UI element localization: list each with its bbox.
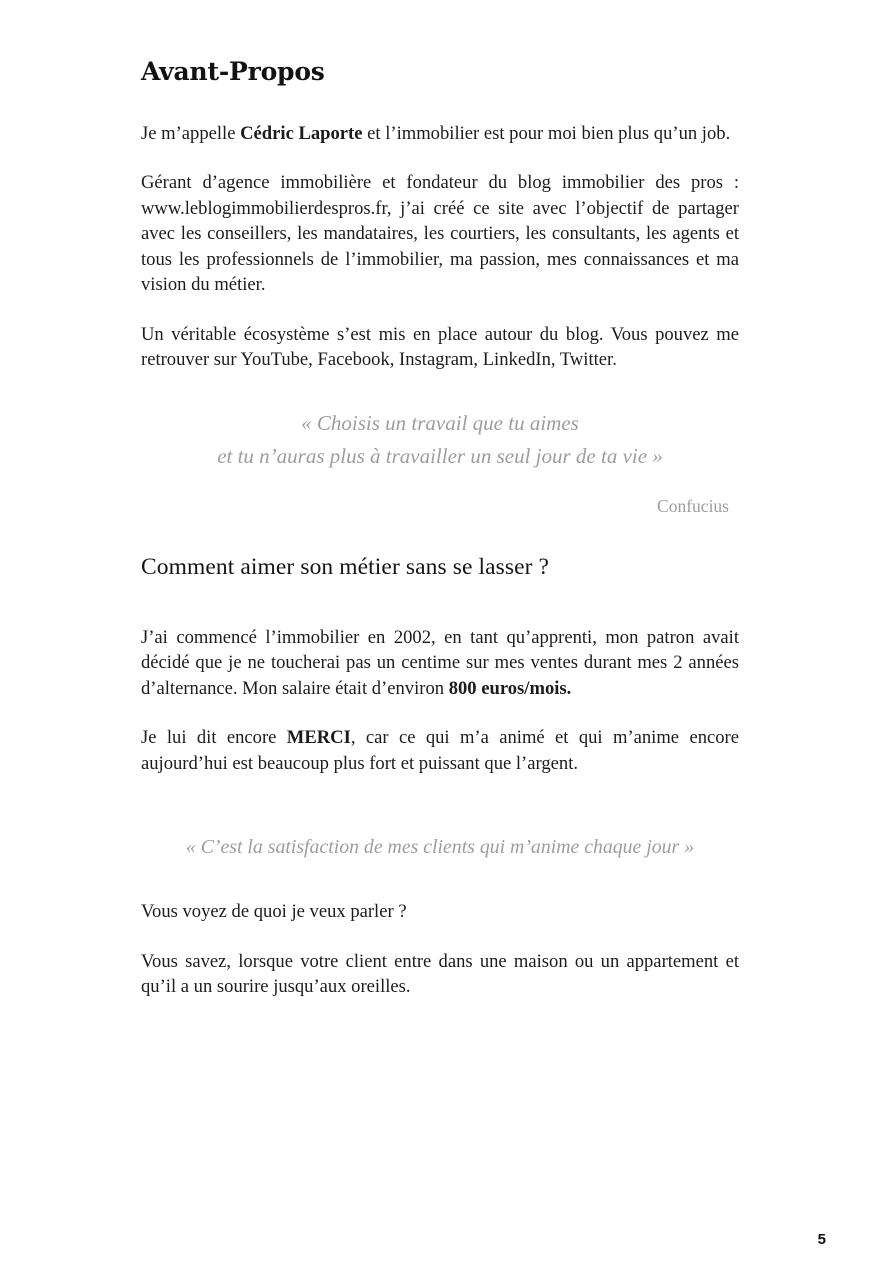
author-name: Cédric Laporte <box>240 122 363 144</box>
page-content <box>141 58 739 1000</box>
section-paragraph-2 <box>141 725 739 776</box>
section-par2-text-before: Je lui dit encore <box>141 727 287 749</box>
page-number: 5 <box>817 1231 826 1248</box>
closing-paragraph-2: Vous savez, lorsque votre client entre dans une maison ou un appartement et qu’il a un sourire jusqu’aux oreilles. <box>141 950 739 998</box>
section-paragraph-1 <box>141 625 739 702</box>
closing-paragraph-1: Vous voyez de quoi je veux parler ? <box>141 901 407 923</box>
heading-spacer <box>141 581 739 625</box>
section-par2-text-after: , car ce qui m’a animé et qui m’anime encore aujourd’hui est beaucoup plus fort et puissant que l’argent. <box>141 727 739 774</box>
intro-paragraph-3: Un véritable écosystème s’est mis en place autour du blog. Vous pouvez me retrouver sur YouTube, Facebook, Instagram, LinkedIn, Twitter. <box>141 323 739 371</box>
quote-confucius-line-2: et tu n’auras plus à travailler un seul jour de ta vie » <box>217 444 663 469</box>
intro-paragraph-2: Gérant d’agence immobilière et fondateur du blog immobilier des pros : www.leblogimmobilierdespros.fr, j’ai créé ce site avec l’objectif de partager avec les conseillers, les mandataires, les courtiers, les consultants, les agents et tous les professionnels de l’immobilier, ma passion, mes connaissances et ma vision du métier. <box>141 172 739 296</box>
quote-clients: « C’est la satisfaction de mes clients qui m’anime chaque jour » <box>185 836 695 859</box>
intro-par1-text-before: Je m’appelle <box>141 122 241 144</box>
section-heading: Comment aimer son métier sans se lasser ? <box>141 553 550 580</box>
section-par1-text: J’ai commencé l’immobilier en 2002, en tant qu’apprenti, mon patron avait décidé que je ne toucherai pas un centime sur mes ventes durant mes 2 années d’alternance. Mon salaire était d’environ <box>141 626 739 699</box>
page-title: Avant-Propos <box>141 57 325 86</box>
intro-par1-text-after: et l’immobilier est pour moi bien plus qu’un job. <box>362 122 731 144</box>
quote-confucius <box>141 407 739 517</box>
intro-paragraph-1 <box>141 121 739 147</box>
quote-confucius-line-1: « Choisis un travail que tu aimes <box>301 410 579 435</box>
quote-confucius-attribution: Confucius <box>657 495 729 516</box>
salary-highlight: 800 euros/mois. <box>448 677 572 699</box>
merci-highlight: MERCI <box>286 727 351 749</box>
quote-spacer <box>141 861 739 899</box>
